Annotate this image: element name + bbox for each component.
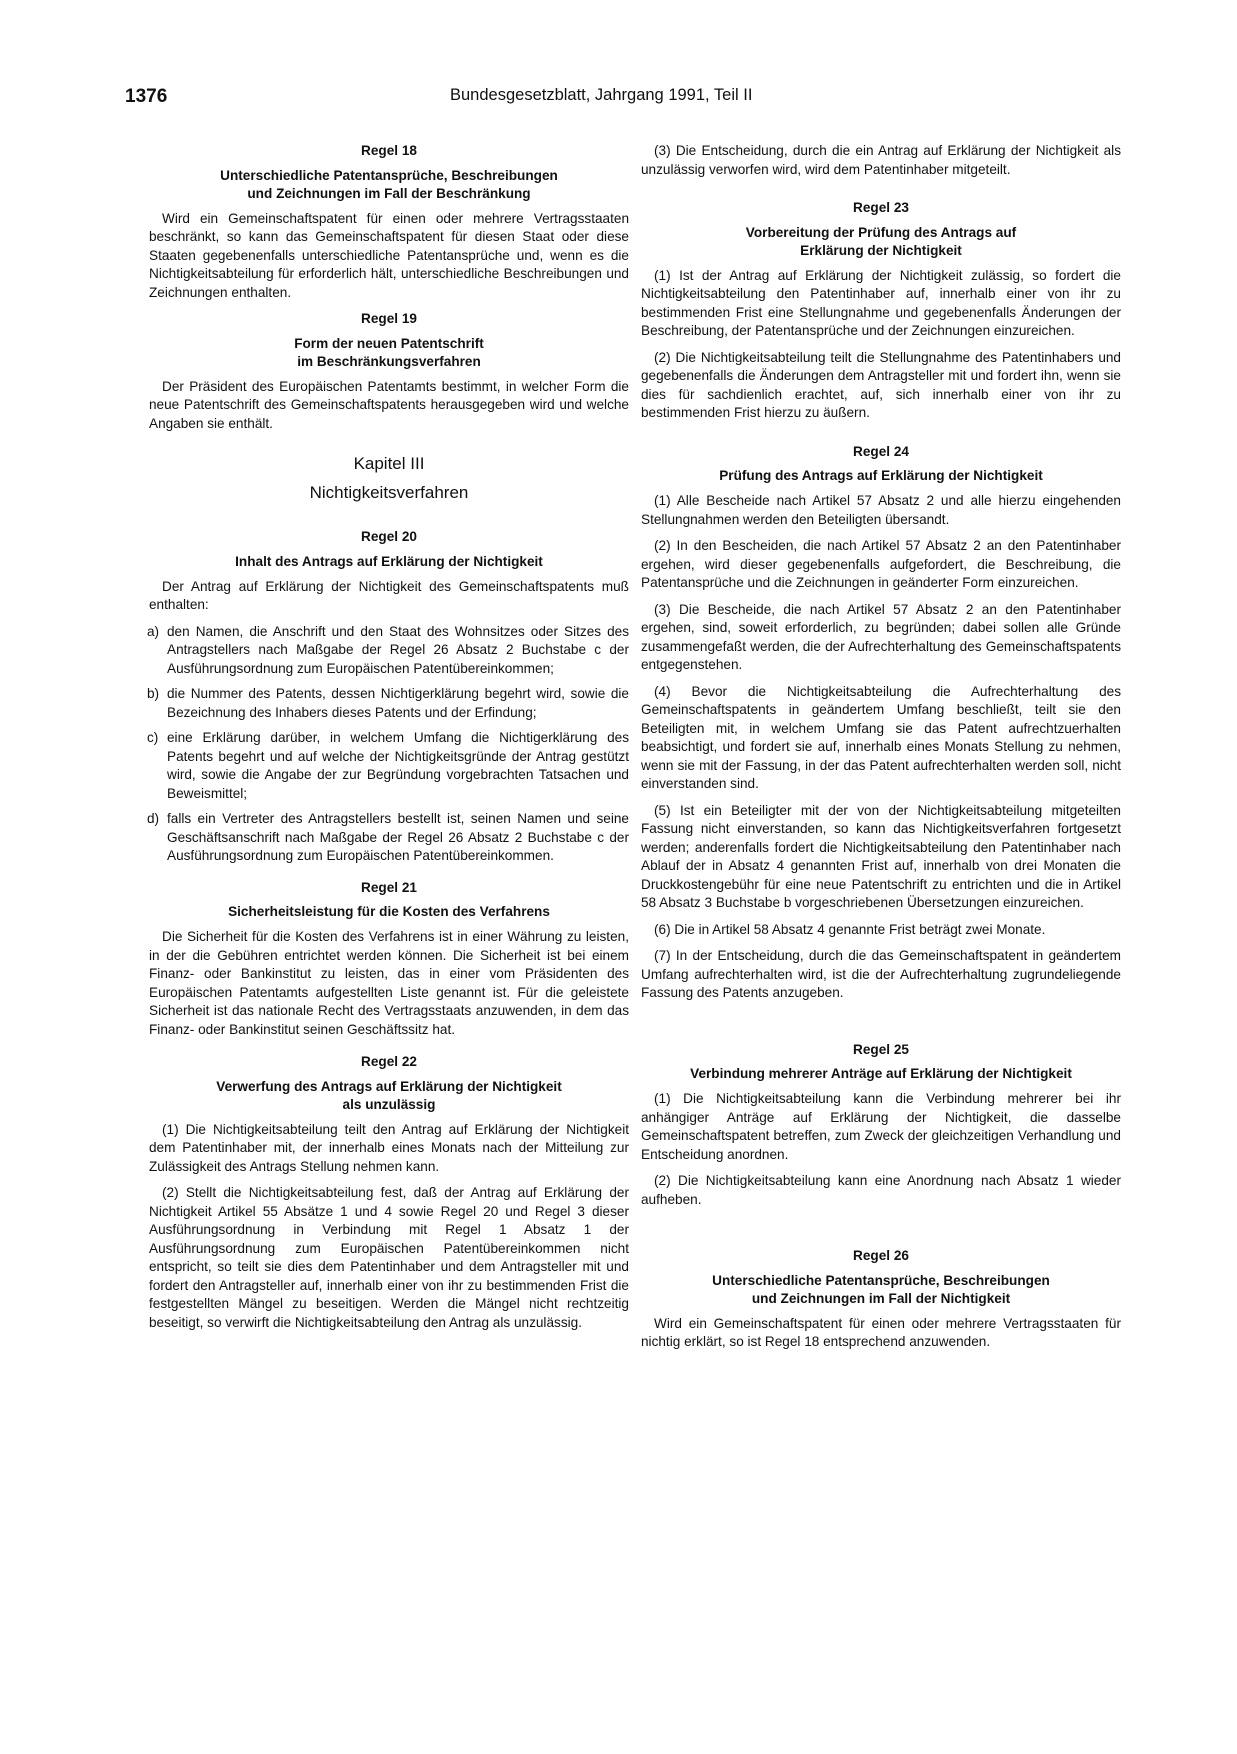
rule-number: Regel 21 — [361, 879, 417, 895]
list-letter: d) — [147, 811, 160, 826]
paragraph: (2) Die Nichtigkeitsabteilung kann eine Anordnung nach Absatz 1 wieder aufheben. — [641, 1173, 1121, 1207]
paragraph: Wird ein Gemeinschaftspatent für einen oder mehrere Vertragsstaaten für nichtig erklärt, so ist Regel 18 entsprechend anzuwenden. — [641, 1315, 1121, 1349]
paragraph: (3) Die Entscheidung, durch die ein Antrag auf Erklärung der Nichtigkeit als unzulässig verworfen wird, wird dem Patentinhaber mitgeteilt. — [641, 143, 1121, 177]
paragraph: (6) Die in Artikel 58 Absatz 4 genannte Frist beträgt zwei Monate. — [654, 921, 1046, 937]
rule-title-line: Unterschiedliche Patentansprüche, Beschreibungen — [712, 1272, 1050, 1288]
list-item — [149, 685, 629, 722]
paragraph: (2) In den Bescheiden, die nach Artikel 57 Absatz 2 an den Patentinhaber ergehen, wird dieser gegebenenfalls aufgefordert, die Beschreibung, die Patentansprüche und die Zeichnungen in geänderter Form einzureichen. — [641, 538, 1121, 590]
list-text: eine Erklärung darüber, in welchem Umfang die Nichtigerklärung des Patents begehrt und auf welche der Nichtigkeitsgründe der Antrag gestützt wird, sowie die Angabe der zur Begründung vorgebrachten Tatsachen und Beweismittel; — [167, 730, 629, 801]
rule-title-line: Verbindung mehrerer Anträge auf Erklärung der Nichtigkeit — [690, 1066, 1072, 1081]
rule-number: Regel 23 — [853, 200, 909, 215]
rule-number: Regel 18 — [361, 143, 417, 158]
rule-25 — [641, 1041, 1121, 1210]
paragraph: (2) Die Nichtigkeitsabteilung teilt die Stellungnahme des Patentinhabers und gegebenenfalls die Änderungen dem Antragsteller mit und fordert ihn, wenn sie dies für sachdienlich erachtet, auf, sich innerhalb einer von ihr zu bestimmenden Frist hierzu zu äußern. — [641, 349, 1121, 420]
right-column — [641, 142, 1121, 1360]
rule-title — [641, 1272, 1121, 1308]
paragraph: (1) Alle Bescheide nach Artikel 57 Absatz 2 und alle hierzu eingehenden Stellungnahmen werden den Beteiligten übersandt. — [641, 493, 1121, 527]
paragraph: Der Antrag auf Erklärung der Nichtigkeit des Gemeinschaftspatents muß enthalten: — [149, 578, 629, 612]
rule-title-line: Erklärung der Nichtigkeit — [800, 242, 962, 258]
rule-title-line: Form der neuen Patentschrift — [294, 335, 484, 351]
list-item — [149, 810, 629, 866]
rule-title — [641, 224, 1121, 260]
rule-22 — [149, 1053, 629, 1332]
rule-title-line: im Beschränkungsverfahren — [297, 353, 481, 369]
rule-title-line: Prüfung des Antrags auf Erklärung der Nichtigkeit — [719, 468, 1043, 483]
rule-number: Regel 25 — [853, 1041, 909, 1057]
paragraph: (3) Die Bescheide, die nach Artikel 57 Absatz 2 an den Patentinhaber ergehen, sind, soweit erforderlich, zu begründen; dabei sollen alle Gründe zusammengefaßt werden, die der Aufrechterhaltung des Gemeinschaftspatents entgegenstehen. — [641, 601, 1121, 672]
rule-title — [149, 335, 629, 371]
rule-title-line: Unterschiedliche Patentansprüche, Beschreibungen — [220, 167, 558, 183]
paragraph: Der Präsident des Europäischen Patentamts bestimmt, in welcher Form die neue Patentschrift des Gemeinschaftspatents herausgegeben wird und welche Angaben sie enthält. — [149, 378, 629, 431]
rule-title — [641, 467, 1121, 485]
list-item — [149, 623, 629, 679]
rule-title — [641, 1065, 1121, 1083]
list-text: falls ein Vertreter des Antragstellers bestellt ist, seinen Namen und seine Geschäftsanschrift nach Maßgabe der Regel 26 Absatz 2 Buchstabe c der Ausführungsordnung zum Europäischen Patentübereinkommen. — [167, 811, 629, 863]
rule-number: Regel 26 — [853, 1248, 909, 1263]
list-text: den Namen, die Anschrift und den Staat des Wohnsitzes oder Sitzes des Antragstellers nach Maßgabe der Regel 26 Absatz 2 Buchstabe c der Ausführungsordnung zum Europäischen Patentübereinkommen; — [167, 623, 629, 676]
rule-number: Regel 20 — [361, 529, 417, 544]
list-item — [149, 729, 629, 803]
rule-title — [149, 167, 629, 203]
paragraph: (5) Ist ein Beteiligter mit der von der Nichtigkeitsabteilung mitgeteilten Fassung nicht einverstanden, so kann das Nichtigkeitsverfahren fortgesetzt werden; anderenfalls fordert die Nichtigkeitsabteilung den Patentinhaber nach Ablauf der in Absatz 4 genannten Frist auf, innerhalb von drei Monaten die Druckkostengebühr für eine neue Patentschrift zu entrichten und die in Artikel 58 Absatz 3 Buchstabe b vorgeschriebenen Übersetzungen einzureichen. — [641, 802, 1121, 910]
rule-title — [149, 553, 629, 571]
rule-18 — [149, 142, 629, 302]
paragraph: Die Sicherheit für die Kosten des Verfahrens ist in einer Währung zu leisten, in der die Gebühren entrichtet werden können. Die Sicherheit ist bei einem Finanz- oder Bankinstitut zu leisten, das in einer vom Präsidenten des Europäischen Patentamts aufgestellten Liste genannt ist. Für die geleistete Sicherheit ist das nationale Recht des Vertragsstaats anzuwenden, in dem das Finanz- oder Bankinstitut seinen Geschäftssitz hat. — [149, 929, 629, 1037]
rule-title-line: und Zeichnungen im Fall der Nichtigkeit — [751, 1290, 1011, 1306]
rule-title-line: als unzulässig — [342, 1096, 436, 1112]
paragraph: (1) Die Nichtigkeitsabteilung kann die Verbindung mehrerer bei ihr anhängiger Anträge auf Erklärung der Nichtigkeit, die dasselbe Gemeinschaftspatent betreffen, zum Zweck der gleichzeitigen Verhandlung und Entscheidung anordnen. — [641, 1091, 1121, 1162]
rule-19 — [149, 310, 629, 433]
rule-title — [149, 1078, 629, 1114]
paragraph: (1) Ist der Antrag auf Erklärung der Nichtigkeit zulässig, so fordert die Nichtigkeitsabteilung den Patentinhaber auf, innerhalb einer von ihr zu bestimmenden Frist eine Stellungnahme und gegebenenfalls Änderungen der Beschreibung, der Patentansprüche und der Zeichnungen einzureichen. — [641, 267, 1121, 338]
page-number: 1376 — [125, 86, 168, 107]
paragraph: Wird ein Gemeinschaftspatent für einen oder mehrere Vertragsstaaten beschränkt, so kann das Gemeinschaftspatent für diesen Staat oder diese Staaten gegebenenfalls unterschiedliche Patentansprüche und, wenn es die Nichtigkeitsabteilung für erforderlich hält, unterschiedliche Beschreibungen und Zeichnungen enthalten. — [149, 210, 629, 300]
rule-24 — [641, 443, 1121, 1003]
rule-20 — [149, 528, 629, 866]
rule-title-line: und Zeichnungen im Fall der Beschränkung — [247, 185, 531, 201]
rule-23 — [641, 199, 1121, 423]
page-header — [125, 86, 1125, 112]
rule-title-line: Verwerfung des Antrags auf Erklärung der Nichtigkeit — [216, 1078, 562, 1094]
rule-title — [149, 903, 629, 921]
list-letter: a) — [147, 623, 160, 639]
rule-number: Regel 19 — [361, 311, 417, 326]
rule-21 — [149, 879, 629, 1040]
list-letter: c) — [147, 730, 159, 745]
rule-number: Regel 22 — [361, 1054, 417, 1069]
running-head: Bundesgesetzblatt, Jahrgang 1991, Teil II — [450, 86, 753, 104]
paragraph: (7) In der Entscheidung, durch die das Gemeinschaftspatent in geändertem Umfang aufrechterhalten wird, ist die der Aufrechterhaltung zugrundeliegende Fassung des Patents anzugeben. — [641, 948, 1121, 1000]
left-column — [149, 142, 629, 1340]
list-text: die Nummer des Patents, dessen Nichtigerklärung begehrt wird, sowie die Bezeichnung des Inhabers dieses Patents und der Erfindung; — [167, 686, 629, 720]
paragraph: (2) Stellt die Nichtigkeitsabteilung fest, daß der Antrag auf Erklärung der Nichtigkeit Artikel 55 Absätze 1 und 4 sowie Regel 20 und Regel 3 dieser Ausführungsordnung in Verbindung mit Regel 1 Absatz 1 der Ausführungsordnung zum Europäischen Patentübereinkommen nicht entspricht, so teilt sie dies dem Patentinhaber und dem Antragsteller mit und fordert den Antragsteller auf, innerhalb einer von ihr zu bestimmenden Frist die festgestellten Mängel zu beseitigen. Werden die Mängel nicht rechtzeitig beseitigt, so verwirft die Nichtigkeitsabteilung den Antrag als unzulässig. — [149, 1185, 629, 1330]
paragraph: (4) Bevor die Nichtigkeitsabteilung die Aufrechterhaltung des Gemeinschaftspatents in geändertem Umfang beschließt, teilt sie den Beteiligten mit, in welchem Umfang sie das Patent aufrechtzuerhalten beabsichtigt, und fordert sie auf, innerhalb eines Monats Stellung zu nehmen, wenn sie mit der Fassung, in der das Patent aufrechterhalten werden soll, nicht einverstanden sind. — [641, 683, 1121, 791]
rule-title-line: Inhalt des Antrags auf Erklärung der Nichtigkeit — [235, 553, 543, 569]
rule-26 — [641, 1247, 1121, 1352]
list-letter: b) — [147, 686, 160, 701]
chapter-title: Nichtigkeitsverfahren — [309, 482, 469, 502]
chapter-number: Kapitel III — [353, 454, 425, 473]
rule-title-line: Vorbereitung der Prüfung des Antrags auf — [745, 224, 1017, 240]
paragraph: (1) Die Nichtigkeitsabteilung teilt den Antrag auf Erklärung der Nichtigkeit dem Patentinhaber mit, der innerhalb eines Monats nach der Mitteilung zur Zulässigkeit des Antrags Stellung nehmen kann. — [149, 1121, 629, 1174]
rule-title-line: Sicherheitsleistung für die Kosten des Verfahrens — [228, 904, 550, 919]
rule-number: Regel 24 — [853, 443, 909, 459]
